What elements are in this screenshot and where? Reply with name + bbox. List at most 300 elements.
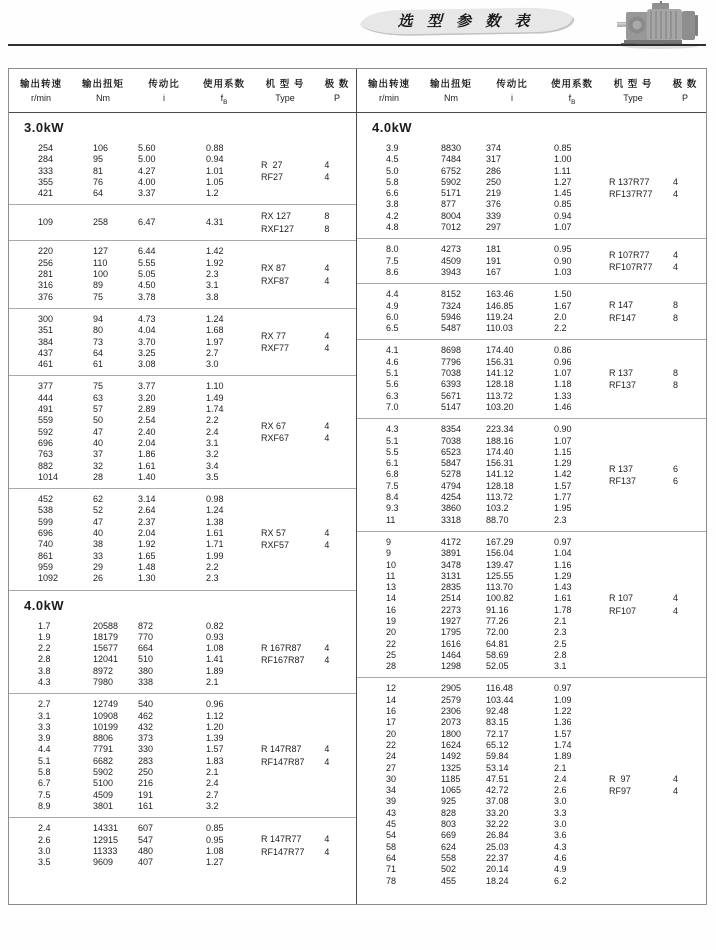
cell-factor: 0.95 <box>554 244 572 255</box>
cell-ratio: 219 <box>486 188 502 199</box>
table-row <box>9 461 253 472</box>
cell-type: RF107R77 <box>609 262 653 273</box>
cell-torque: 925 <box>441 796 457 807</box>
group-rows <box>9 246 253 302</box>
cell-factor: 1.95 <box>554 503 572 514</box>
cell-speed: 6.3 <box>386 390 399 401</box>
cell-factor: 1.89 <box>206 665 224 676</box>
cell-poles: 4 <box>673 773 679 784</box>
group-poles <box>665 249 705 274</box>
cell-torque: 12041 <box>93 654 119 665</box>
cell-factor: 2.4 <box>206 426 219 437</box>
table-group <box>357 418 706 531</box>
cell-torque: 75 <box>93 381 104 392</box>
cell-speed: 17 <box>386 717 397 728</box>
cell-type: RF147R77 <box>261 846 305 857</box>
table-row <box>357 481 601 492</box>
cell-type: RF147R87 <box>261 756 305 767</box>
cell-speed: 7.5 <box>386 480 399 491</box>
cell-torque: 5147 <box>441 401 462 412</box>
table-row <box>9 217 253 228</box>
cell-torque: 95 <box>93 154 104 165</box>
table-row <box>357 447 601 458</box>
cell-poles: 4 <box>324 846 330 857</box>
cell-torque: 2835 <box>441 582 462 593</box>
group-models <box>601 773 665 798</box>
table-row <box>357 379 601 390</box>
cell-type: R 27 <box>261 159 283 170</box>
cell-speed: 254 <box>38 143 54 153</box>
table-row <box>9 393 253 404</box>
cell-poles: 4 <box>324 420 330 431</box>
cell-factor: 4.6 <box>554 852 567 863</box>
cell-ratio: 167.29 <box>486 536 514 547</box>
cell-speed: 1092 <box>38 573 59 584</box>
cell-factor: 1.45 <box>554 188 572 199</box>
cell-torque: 6682 <box>93 755 114 766</box>
table-row <box>9 415 253 426</box>
cell-ratio: 110.03 <box>486 323 513 334</box>
cell-speed: 11 <box>386 514 396 525</box>
cell-torque: 64 <box>93 188 104 199</box>
cell-ratio: 83.15 <box>486 717 509 728</box>
cell-factor: 2.3 <box>206 269 219 280</box>
table-group <box>9 693 356 817</box>
cell-factor: 2.1 <box>206 767 219 778</box>
cell-speed: 2.8 <box>38 654 51 665</box>
table-body-left <box>9 113 356 904</box>
cell-factor: 1.07 <box>554 435 572 446</box>
cell-type: RXF87 <box>261 275 290 286</box>
cell-factor: 1.22 <box>554 706 572 717</box>
cell-torque: 1298 <box>441 661 462 672</box>
cell-torque: 12915 <box>93 834 119 845</box>
cell-speed: 4.1 <box>386 345 399 356</box>
cell-speed: 3.5 <box>38 857 51 868</box>
table-row <box>9 778 253 789</box>
cell-ratio: 339 <box>486 210 502 221</box>
table-row <box>357 751 601 762</box>
cell-speed: 6.6 <box>386 188 399 199</box>
cell-torque: 258 <box>93 217 109 228</box>
group-models <box>253 527 316 552</box>
cell-poles: 4 <box>324 655 330 666</box>
cell-ratio: 872 <box>138 620 154 631</box>
table-group <box>357 531 706 678</box>
cell-speed: 740 <box>38 539 54 550</box>
cell-factor: 0.85 <box>554 143 572 153</box>
header-unit: P <box>333 92 340 103</box>
table-row <box>357 876 601 887</box>
header-unit: $f_B$ <box>220 92 228 106</box>
cell-speed: 559 <box>38 415 54 426</box>
cell-torque: 455 <box>441 875 457 886</box>
table-row <box>357 548 601 559</box>
table-row <box>9 677 253 688</box>
cell-speed: 882 <box>38 460 54 471</box>
cell-ratio: 3.78 <box>138 291 156 302</box>
cell-ratio: 77.26 <box>486 615 509 626</box>
cell-ratio: 374 <box>486 143 502 153</box>
cell-ratio: 216 <box>138 778 154 789</box>
cell-factor: 2.4 <box>206 778 219 789</box>
cell-torque: 106 <box>93 143 109 153</box>
cell-speed: 599 <box>38 516 54 527</box>
cell-speed: 5.6 <box>386 379 399 390</box>
table-row <box>357 345 601 356</box>
table-row <box>357 740 601 751</box>
cell-factor: 1.08 <box>206 643 224 654</box>
table-row <box>9 756 253 767</box>
cell-torque: 57 <box>93 404 104 415</box>
cell-torque: 7484 <box>441 154 462 165</box>
cell-factor: 3.2 <box>206 449 219 460</box>
cell-torque: 2514 <box>441 593 462 604</box>
table-row <box>9 621 253 632</box>
cell-ratio: 5.55 <box>138 257 156 268</box>
cell-speed: 281 <box>38 269 54 280</box>
cell-factor: 1.01 <box>206 165 224 176</box>
table-row <box>9 166 253 177</box>
group-poles <box>316 330 356 355</box>
cell-speed: 9.3 <box>386 503 399 514</box>
cell-factor: 1.10 <box>206 381 224 392</box>
cell-torque: 14331 <box>93 823 119 834</box>
cell-ratio: 6.47 <box>138 217 156 228</box>
cell-ratio: 163.46 <box>486 289 514 300</box>
table-row <box>357 808 601 819</box>
cell-speed: 351 <box>38 325 54 336</box>
cell-ratio: 1.65 <box>138 550 156 561</box>
cell-factor: 1.2 <box>206 188 219 199</box>
table-row <box>357 211 601 222</box>
cell-factor: 1.57 <box>554 480 572 491</box>
cell-speed: 39 <box>386 796 397 807</box>
cell-ratio: 156.31 <box>486 356 514 367</box>
cell-speed: 64 <box>386 852 397 863</box>
cell-ratio: 103.44 <box>486 694 514 705</box>
header-cn: 输出转速 <box>367 78 410 90</box>
table-row <box>9 325 253 336</box>
column-header-speed <box>9 76 73 106</box>
page-title: 选 型 参 数 表 <box>397 13 535 30</box>
cell-ratio: 1.40 <box>138 471 156 482</box>
cell-ratio: 3.08 <box>138 359 156 370</box>
cell-torque: 4172 <box>441 536 462 547</box>
cell-speed: 24 <box>386 751 397 762</box>
cell-factor: 1.08 <box>206 845 224 856</box>
cell-torque: 8972 <box>93 665 114 676</box>
group-rows <box>357 537 601 673</box>
cell-type: R 167R87 <box>261 642 302 653</box>
cell-torque: 7038 <box>441 368 462 379</box>
cell-speed: 763 <box>38 449 54 460</box>
table-row <box>9 269 253 280</box>
table-row <box>9 632 253 643</box>
cell-torque: 4254 <box>441 492 462 503</box>
cell-type: R 137 <box>609 367 634 378</box>
table-row <box>9 517 253 528</box>
header-unit: r/min <box>379 92 399 103</box>
cell-ratio: 156.04 <box>486 548 514 559</box>
table-header-left <box>9 69 356 113</box>
cell-torque: 89 <box>93 280 104 291</box>
cell-factor: 0.90 <box>554 424 572 435</box>
cell-torque: 5902 <box>441 176 462 187</box>
group-models <box>601 299 665 324</box>
cell-speed: 452 <box>38 494 54 505</box>
cell-torque: 76 <box>93 176 104 187</box>
table-group <box>357 677 706 891</box>
cell-torque: 4273 <box>441 244 462 255</box>
cell-factor: 4.3 <box>554 841 567 852</box>
cell-speed: 2.6 <box>38 834 51 845</box>
cell-speed: 16 <box>386 706 397 717</box>
group-poles <box>316 527 356 552</box>
cell-ratio: 161 <box>138 800 154 811</box>
table-row <box>357 785 601 796</box>
table-row <box>357 436 601 447</box>
cell-torque: 4509 <box>441 255 462 266</box>
table-row <box>357 301 601 312</box>
cell-torque: 1492 <box>441 751 462 762</box>
table-row <box>357 154 601 165</box>
cell-torque: 2306 <box>441 706 462 717</box>
cell-factor: 1.61 <box>206 528 224 539</box>
table-group <box>9 488 356 589</box>
cell-speed: 538 <box>38 505 54 516</box>
cell-torque: 1065 <box>441 785 462 796</box>
cell-poles: 4 <box>673 176 679 187</box>
cell-torque: 7791 <box>93 744 114 755</box>
cell-torque: 37 <box>93 449 104 460</box>
cell-type: RX 127 <box>261 211 292 222</box>
cell-torque: 110 <box>93 257 108 268</box>
cell-poles: 6 <box>673 476 679 487</box>
cell-factor: 1.57 <box>206 744 224 755</box>
cell-factor: 1.36 <box>554 717 572 728</box>
cell-torque: 10908 <box>93 710 119 721</box>
table-row <box>9 643 253 654</box>
group-models <box>601 367 665 392</box>
cell-torque: 9609 <box>93 857 114 868</box>
column-header-torque <box>421 76 481 106</box>
table-row <box>9 573 253 584</box>
cell-ratio: 20.14 <box>486 864 509 875</box>
table-row <box>357 616 601 627</box>
cell-ratio: 376 <box>486 199 502 210</box>
cell-speed: 12 <box>386 683 397 694</box>
cell-factor: 0.82 <box>206 620 224 631</box>
cell-factor: 1.38 <box>206 516 224 527</box>
cell-torque: 8004 <box>441 210 462 221</box>
cell-speed: 30 <box>386 773 397 784</box>
group-poles <box>316 743 356 768</box>
cell-torque: 80 <box>93 325 104 336</box>
cell-speed: 3.3 <box>38 721 51 732</box>
cell-factor: 2.3 <box>554 514 567 525</box>
cell-speed: 3.0 <box>38 845 51 856</box>
cell-ratio: 223.34 <box>486 424 514 435</box>
cell-factor: 1.67 <box>554 300 572 311</box>
header-unit: Nm <box>444 92 458 103</box>
table-row <box>9 744 253 755</box>
table-row <box>357 763 601 774</box>
cell-poles: 4 <box>324 744 330 755</box>
cell-ratio: 1.30 <box>138 573 156 584</box>
cell-factor: 2.2 <box>206 561 219 572</box>
table-row <box>357 323 601 334</box>
table-group <box>9 817 356 873</box>
cell-ratio: 373 <box>138 733 154 744</box>
cell-torque: 6752 <box>441 165 462 176</box>
cell-type: RF137 <box>609 380 637 391</box>
cell-type: RF147 <box>609 312 637 323</box>
cell-torque: 10199 <box>93 721 119 732</box>
cell-torque: 828 <box>441 807 457 818</box>
cell-factor: 2.6 <box>554 785 567 796</box>
cell-type: R 107R77 <box>609 249 650 260</box>
header-unit: r/min <box>31 92 51 103</box>
table-right-half <box>357 69 706 904</box>
cell-ratio: 125.55 <box>486 570 514 581</box>
table-row <box>9 711 253 722</box>
cell-factor: 0.94 <box>206 154 224 165</box>
cell-factor: 0.97 <box>554 683 572 694</box>
cell-torque: 8152 <box>441 289 462 300</box>
group-poles <box>316 642 356 667</box>
cell-factor: 1.57 <box>554 728 572 739</box>
table-row <box>9 177 253 188</box>
cell-poles: 8 <box>673 367 679 378</box>
table-row <box>357 188 601 199</box>
cell-torque: 1927 <box>441 615 462 626</box>
group-poles <box>665 367 705 392</box>
cell-ratio: 2.40 <box>138 426 156 437</box>
cell-speed: 8.9 <box>38 800 51 811</box>
cell-torque: 47 <box>93 516 104 527</box>
cell-type: RX 77 <box>261 330 287 341</box>
table-row <box>357 661 601 672</box>
cell-ratio: 72.00 <box>486 627 509 638</box>
table-header-right <box>357 69 706 113</box>
table-row <box>357 492 601 503</box>
table-row <box>9 539 253 550</box>
table-row <box>357 391 601 402</box>
group-rows <box>357 143 601 233</box>
cell-factor: 3.3 <box>554 807 567 818</box>
cell-speed: 696 <box>38 437 54 448</box>
cell-torque: 3801 <box>93 800 114 811</box>
section-label: 3.0kW <box>24 120 65 135</box>
cell-factor: 2.2 <box>206 415 219 426</box>
cell-ratio: 6.44 <box>138 246 156 257</box>
cell-poles: 4 <box>324 172 330 183</box>
table-row <box>357 289 601 300</box>
header-unit: i <box>163 92 165 103</box>
table-row <box>9 404 253 415</box>
cell-factor: 1.97 <box>206 336 224 347</box>
cell-factor: 0.95 <box>206 834 224 845</box>
cell-speed: 71 <box>386 864 397 875</box>
cell-ratio: 4.00 <box>138 176 156 187</box>
table-row <box>357 256 601 267</box>
cell-speed: 3.9 <box>38 733 51 744</box>
cell-ratio: 146.85 <box>486 300 514 311</box>
cell-speed: 11 <box>386 570 396 581</box>
cell-ratio: 174.40 <box>486 446 514 457</box>
cell-ratio: 5.05 <box>138 269 156 280</box>
cell-torque: 127 <box>93 246 109 257</box>
cell-factor: 2.2 <box>554 323 567 334</box>
header-unit: $f_B$ <box>568 92 576 106</box>
cell-ratio: 510 <box>138 654 154 665</box>
cell-speed: 6.7 <box>38 778 51 789</box>
cell-speed: 437 <box>38 347 54 358</box>
cell-speed: 1.7 <box>38 620 51 631</box>
cell-speed: 28 <box>386 661 397 672</box>
cell-type: R 137R77 <box>609 176 650 187</box>
cell-factor: 1.33 <box>554 390 572 401</box>
table-row <box>357 199 601 210</box>
cell-factor: 1.05 <box>206 176 224 187</box>
cell-factor: 1.61 <box>554 593 572 604</box>
cell-ratio: 141.12 <box>486 469 514 480</box>
table-row <box>9 494 253 505</box>
cell-speed: 4.9 <box>386 300 399 311</box>
cell-ratio: 139.47 <box>486 559 514 570</box>
table-body-right <box>357 113 706 904</box>
cell-speed: 58 <box>386 841 397 852</box>
cell-ratio: 128.18 <box>486 480 514 491</box>
table-row <box>357 796 601 807</box>
cell-ratio: 116.48 <box>486 683 513 694</box>
group-models <box>253 330 316 355</box>
cell-factor: 0.93 <box>206 631 224 642</box>
cell-torque: 669 <box>441 830 457 841</box>
cell-type: RF137R77 <box>609 189 653 200</box>
table-row <box>9 699 253 710</box>
cell-ratio: 91.16 <box>486 604 509 615</box>
cell-type: RX 87 <box>261 263 287 274</box>
table-row <box>9 258 253 269</box>
table-row <box>9 790 253 801</box>
group-poles <box>665 773 705 798</box>
cell-factor: 6.2 <box>554 875 567 886</box>
cell-ratio: 250 <box>486 176 502 187</box>
cell-ratio: 37.08 <box>486 796 509 807</box>
table-group <box>9 240 356 307</box>
cell-factor: 1.04 <box>554 548 572 559</box>
cell-torque: 803 <box>441 819 457 830</box>
cell-ratio: 607 <box>138 823 154 834</box>
cell-ratio: 141.12 <box>486 368 514 379</box>
cell-ratio: 338 <box>138 676 154 687</box>
header-unit: Nm <box>96 92 110 103</box>
table-group <box>9 375 356 488</box>
page-title-badge <box>358 6 574 36</box>
cell-ratio: 5.60 <box>138 143 156 153</box>
table-row <box>357 582 601 593</box>
group-rows <box>9 143 253 199</box>
cell-factor: 1.78 <box>554 604 572 615</box>
cell-ratio: 65.12 <box>486 739 509 750</box>
cell-torque: 6523 <box>441 446 462 457</box>
table-row <box>9 835 253 846</box>
cell-ratio: 2.04 <box>138 528 156 539</box>
cell-factor: 1.18 <box>554 379 572 390</box>
cell-factor: 2.4 <box>554 773 567 784</box>
